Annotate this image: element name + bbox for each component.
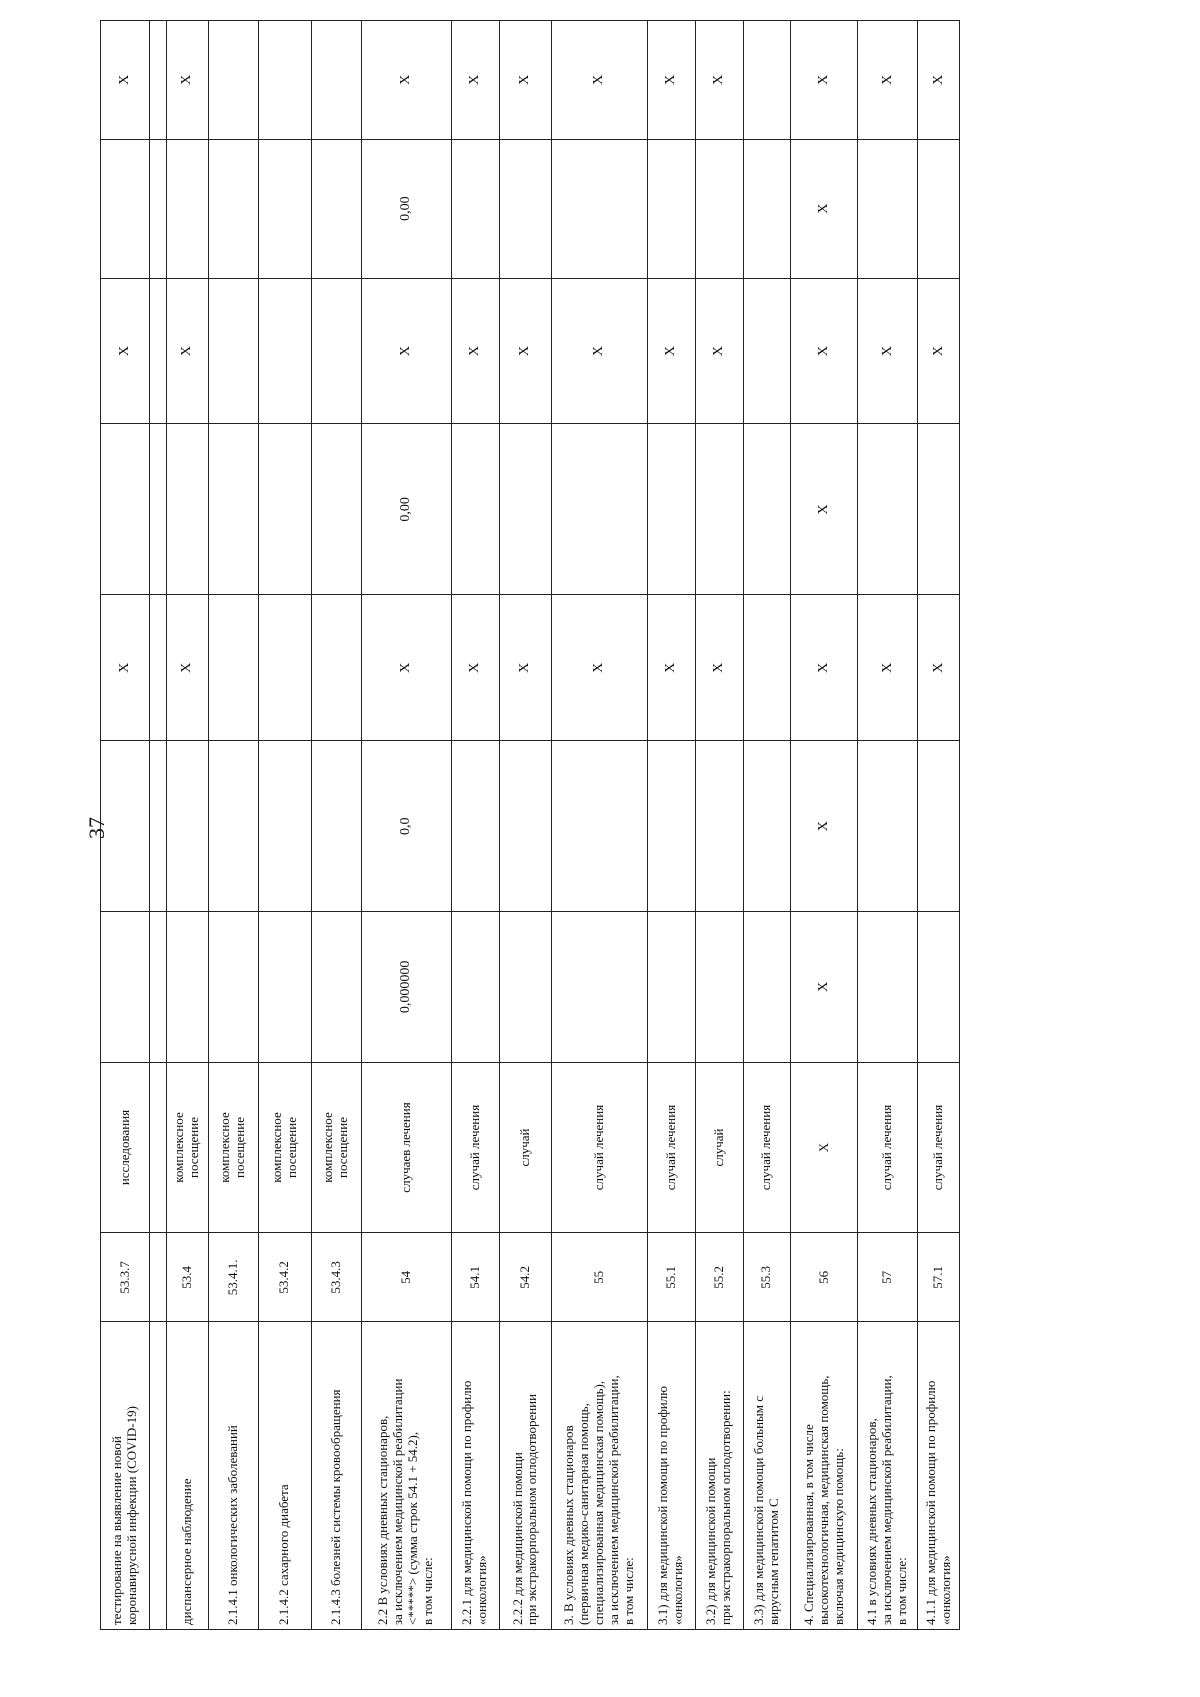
row-name-cell [258, 1322, 311, 1630]
value-cell-text: 0,00 [398, 497, 414, 522]
row-code-cell [791, 1233, 858, 1322]
value-cell [258, 278, 311, 424]
table-row [451, 21, 499, 1630]
value-cell [743, 139, 791, 278]
value-cell [451, 21, 499, 140]
row-name-cell-text: 3.3) для медицинской помощи больным с вирусным гепатитом С [751, 1395, 781, 1625]
row-name-cell-text: тестирование на выявление новой коронавирусной инфекции (COVID-19) [109, 1406, 140, 1625]
value-cell [258, 139, 311, 278]
value-cell-text: X [591, 345, 607, 357]
value-cell [451, 741, 499, 912]
table-body [101, 21, 960, 1630]
value-cell-text: X [591, 662, 607, 673]
value-cell [647, 741, 695, 912]
value-cell-text: X [117, 345, 132, 357]
value-cell-text: X [117, 74, 132, 85]
value-cell [647, 139, 695, 278]
row-name-cell-text: 4. Специализированная, в том числе высокотехнологичная, медицинская помощь, включая медицинскую помощь: [801, 1375, 846, 1625]
value-cell [101, 912, 150, 1062]
row-name-cell [695, 1322, 743, 1630]
value-cell [208, 21, 258, 140]
row-code-cell-text: 55.1 [662, 1266, 678, 1289]
value-cell-text: X [179, 345, 195, 357]
rotated-table-wrapper [100, 20, 960, 1630]
value-cell [150, 139, 167, 278]
value-cell [451, 278, 499, 424]
row-unit-cell-text: случай лечения [758, 1104, 774, 1191]
value-cell [858, 912, 918, 1062]
value-cell [743, 278, 791, 424]
value-cell-text: X [663, 74, 679, 85]
row-unit-cell [647, 1062, 695, 1233]
value-cell [647, 424, 695, 595]
value-cell-text: X [930, 74, 946, 85]
row-code-cell [451, 1233, 499, 1322]
table-row [743, 21, 791, 1630]
value-cell [858, 595, 918, 741]
value-cell [791, 912, 858, 1062]
value-cell [743, 424, 791, 595]
row-name-cell-text: 2.2.2 для медицинской помощи при экстракорпоральном оплодотворении [509, 1393, 540, 1625]
row-code-cell [166, 1233, 208, 1322]
value-cell-text: 0,0 [398, 817, 414, 835]
row-name-cell-text: 3. В условиях дневных стационаров (первичная медико-санитарная помощь, специализированная медицинская помощь), за исключением медицинской реабилитации, в том числе: [561, 1375, 636, 1625]
table-row [552, 21, 647, 1630]
value-cell [918, 21, 960, 140]
row-name-cell-text: 4.1.1 для медицинской помощи по профилю «онкология» [922, 1380, 953, 1625]
row-code-cell-text: 55.3 [758, 1266, 774, 1289]
row-unit-cell-text: исследования [116, 1109, 132, 1186]
value-cell [791, 278, 858, 424]
value-cell [361, 595, 451, 741]
value-cell [451, 912, 499, 1062]
value-cell [918, 139, 960, 278]
row-name-cell [791, 1322, 858, 1630]
row-code-cell-text: 53.4 [178, 1266, 194, 1289]
value-cell-text: X [517, 74, 533, 85]
row-name-cell-text: 3.1) для медицинской помощи по профилю «онкология» [655, 1386, 686, 1625]
row-code-cell-text: 55 [591, 1270, 607, 1284]
value-cell [858, 424, 918, 595]
value-cell [918, 741, 960, 912]
row-name-cell [451, 1322, 499, 1630]
value-cell [208, 139, 258, 278]
value-cell [918, 278, 960, 424]
table-row [150, 21, 167, 1630]
page-number: 37 [84, 817, 109, 839]
value-cell [311, 595, 361, 741]
value-cell [743, 741, 791, 912]
value-cell-text: X [816, 345, 832, 357]
value-cell [311, 912, 361, 1062]
value-cell [858, 21, 918, 140]
row-unit-cell [150, 1062, 167, 1233]
value-cell [743, 595, 791, 741]
value-cell [150, 21, 167, 140]
row-unit-cell [918, 1062, 960, 1233]
row-code-cell [918, 1233, 960, 1322]
value-cell [208, 424, 258, 595]
value-cell [361, 741, 451, 912]
row-code-cell-text: 54.1 [466, 1266, 482, 1289]
value-cell-text: X [816, 504, 832, 515]
value-cell-text: X [930, 345, 946, 357]
value-cell [150, 278, 167, 424]
table-row [361, 21, 451, 1630]
row-name-cell-text: 4.1 в условиях дневных стационаров, за исключением медицинской реабилитации, в том числе: [864, 1375, 910, 1625]
value-cell [451, 424, 499, 595]
table-row [258, 21, 311, 1630]
value-cell [361, 278, 451, 424]
value-cell [451, 139, 499, 278]
row-name-cell-text: 2.1.4.3 болезней системы кровообращения [327, 1389, 343, 1625]
row-unit-cell [695, 1062, 743, 1233]
financing-table [100, 20, 960, 1630]
value-cell [791, 595, 858, 741]
value-cell [311, 278, 361, 424]
row-code-cell-text: 57.1 [930, 1266, 946, 1289]
row-unit-cell [743, 1062, 791, 1233]
value-cell [101, 595, 150, 741]
value-cell [647, 278, 695, 424]
row-code-cell-text: 56 [815, 1270, 831, 1284]
value-cell-text: X [398, 662, 414, 673]
value-cell [695, 741, 743, 912]
value-cell-text: X [663, 345, 679, 357]
row-code-cell [647, 1233, 695, 1322]
row-code-cell-text: 54.2 [516, 1266, 532, 1289]
value-cell-text: X [663, 662, 679, 673]
value-cell [208, 595, 258, 741]
value-cell [499, 139, 552, 278]
row-name-cell [101, 1322, 150, 1630]
row-code-cell [150, 1233, 167, 1322]
row-name-cell-text: 2.2.1 для медицинской помощи по профилю «онкология» [459, 1380, 490, 1625]
value-cell-text: X [398, 345, 414, 357]
value-cell-text: X [117, 662, 132, 673]
value-cell-text: X [711, 662, 726, 673]
row-unit-cell-text: комплексное посещение [268, 1112, 299, 1183]
row-unit-cell-text: случай лечения [662, 1104, 678, 1191]
row-unit-cell-text: комплексное посещение [171, 1112, 202, 1183]
row-code-cell-text: 54 [397, 1270, 413, 1284]
value-cell-text: X [179, 662, 195, 673]
value-cell-text: X [879, 345, 895, 357]
value-cell [695, 595, 743, 741]
table-row [101, 21, 150, 1630]
row-code-cell [552, 1233, 647, 1322]
table-row [918, 21, 960, 1630]
value-cell-text: X [517, 662, 533, 673]
value-cell-text: X [711, 345, 726, 357]
row-code-cell [101, 1233, 150, 1322]
value-cell [166, 912, 208, 1062]
row-name-cell-text: 3.2) для медицинской помощи при экстракорпоральном оплодотворении: [703, 1390, 734, 1625]
value-cell [552, 278, 647, 424]
value-cell [791, 21, 858, 140]
row-unit-cell [552, 1062, 647, 1233]
value-cell-text: X [930, 662, 946, 673]
value-cell [208, 741, 258, 912]
row-unit-cell [311, 1062, 361, 1233]
table-row [208, 21, 258, 1630]
value-cell [361, 912, 451, 1062]
row-code-cell [743, 1233, 791, 1322]
value-cell [361, 21, 451, 140]
row-code-cell-text: 53.4.2 [276, 1261, 292, 1294]
value-cell [695, 139, 743, 278]
value-cell [101, 424, 150, 595]
value-cell [499, 595, 552, 741]
value-cell [311, 424, 361, 595]
row-name-cell [361, 1322, 451, 1630]
table-row [647, 21, 695, 1630]
value-cell [258, 912, 311, 1062]
row-unit-cell-text: случай лечения [466, 1104, 482, 1191]
value-cell [150, 595, 167, 741]
value-cell-text: X [711, 74, 726, 85]
row-unit-cell [499, 1062, 552, 1233]
table-row [499, 21, 552, 1630]
row-code-cell [361, 1233, 451, 1322]
value-cell-text: 0,00 [398, 196, 414, 221]
row-unit-cell [858, 1062, 918, 1233]
row-code-cell-text: 53.3.7 [116, 1261, 132, 1294]
row-name-cell [858, 1322, 918, 1630]
value-cell [918, 912, 960, 1062]
value-cell [918, 424, 960, 595]
value-cell [258, 595, 311, 741]
row-unit-cell [166, 1062, 208, 1233]
value-cell [552, 741, 647, 912]
value-cell [858, 278, 918, 424]
row-name-cell-text: диспансерное наблюдение [178, 1478, 194, 1625]
value-cell [101, 21, 150, 140]
value-cell [361, 424, 451, 595]
row-code-cell-text: 55.2 [710, 1266, 726, 1289]
row-name-cell [208, 1322, 258, 1630]
row-unit-cell [361, 1062, 451, 1233]
row-code-cell [695, 1233, 743, 1322]
value-cell-text: X [816, 821, 832, 832]
value-cell [258, 741, 311, 912]
value-cell-text: X [398, 74, 414, 85]
row-name-cell [552, 1322, 647, 1630]
row-code-cell-text: 53.4.1. [224, 1259, 240, 1296]
row-unit-cell-text: X [815, 1142, 831, 1153]
row-unit-cell-text: случаев лечения [397, 1102, 413, 1193]
value-cell [258, 21, 311, 140]
value-cell [499, 424, 552, 595]
value-cell [743, 21, 791, 140]
table-row [695, 21, 743, 1630]
value-cell [791, 424, 858, 595]
value-cell [647, 912, 695, 1062]
row-code-cell-text: 53.4.3 [327, 1261, 343, 1294]
value-cell-text: X [179, 74, 195, 85]
value-cell [695, 424, 743, 595]
value-cell [166, 139, 208, 278]
value-cell-text: X [816, 203, 832, 214]
row-unit-cell-text: случай [516, 1128, 532, 1167]
value-cell [552, 595, 647, 741]
value-cell [499, 278, 552, 424]
row-name-cell [311, 1322, 361, 1630]
row-unit-cell-text: случай [710, 1128, 726, 1167]
row-code-cell [499, 1233, 552, 1322]
value-cell [166, 278, 208, 424]
row-name-cell-text: 2.2 В условиях дневных стационаров, за исключением медицинской реабилитации <*****> (сумма строк 54.1 + 54.2), в том числе: [375, 1378, 436, 1625]
row-unit-cell-text: случай лечения [879, 1104, 895, 1191]
value-cell [208, 278, 258, 424]
row-name-cell [647, 1322, 695, 1630]
value-cell [499, 741, 552, 912]
value-cell [858, 139, 918, 278]
value-cell [258, 424, 311, 595]
table-row [791, 21, 858, 1630]
value-cell-text: X [816, 74, 832, 85]
row-code-cell [858, 1233, 918, 1322]
row-code-cell-text: 57 [879, 1270, 895, 1284]
row-name-cell [918, 1322, 960, 1630]
row-name-cell [166, 1322, 208, 1630]
value-cell [166, 741, 208, 912]
row-name-cell [499, 1322, 552, 1630]
row-unit-cell-text: комплексное посещение [217, 1112, 248, 1183]
value-cell [208, 912, 258, 1062]
value-cell-text: X [816, 662, 832, 673]
row-code-cell [208, 1233, 258, 1322]
value-cell [918, 595, 960, 741]
row-unit-cell [258, 1062, 311, 1233]
value-cell [695, 21, 743, 140]
value-cell [499, 912, 552, 1062]
value-cell-text: X [467, 345, 483, 357]
value-cell-text: X [879, 662, 895, 673]
value-cell [101, 278, 150, 424]
value-cell [166, 21, 208, 140]
value-cell [552, 21, 647, 140]
value-cell [311, 139, 361, 278]
table-row [166, 21, 208, 1630]
value-cell [743, 912, 791, 1062]
row-name-cell [150, 1322, 167, 1630]
value-cell [166, 424, 208, 595]
value-cell [166, 595, 208, 741]
value-cell [150, 912, 167, 1062]
value-cell [311, 741, 361, 912]
row-unit-cell [791, 1062, 858, 1233]
value-cell [552, 424, 647, 595]
value-cell [791, 741, 858, 912]
value-cell-text: X [467, 662, 483, 673]
value-cell [150, 741, 167, 912]
row-code-cell [311, 1233, 361, 1322]
table-row [311, 21, 361, 1630]
value-cell-text: 0,000000 [398, 960, 414, 1014]
value-cell [647, 21, 695, 140]
value-cell-text: X [816, 981, 832, 992]
row-unit-cell [451, 1062, 499, 1233]
value-cell [858, 741, 918, 912]
value-cell-text: X [517, 345, 533, 357]
value-cell [791, 139, 858, 278]
row-name-cell [743, 1322, 791, 1630]
row-unit-cell-text: случай лечения [930, 1104, 946, 1191]
value-cell [101, 741, 150, 912]
value-cell [552, 912, 647, 1062]
table-row [858, 21, 918, 1630]
row-unit-cell [208, 1062, 258, 1233]
row-code-cell [258, 1233, 311, 1322]
value-cell-text: X [467, 74, 483, 85]
value-cell [695, 912, 743, 1062]
row-name-cell-text: 2.1.4.1 онкологических заболеваний [224, 1425, 240, 1625]
value-cell [552, 139, 647, 278]
value-cell [101, 139, 150, 278]
value-cell [647, 595, 695, 741]
value-cell [695, 278, 743, 424]
row-unit-cell-text: случай лечения [591, 1104, 607, 1191]
value-cell [451, 595, 499, 741]
row-name-cell-text: 2.1.4.2 сахарного диабета [276, 1484, 292, 1625]
value-cell [499, 21, 552, 140]
value-cell [311, 21, 361, 140]
value-cell [361, 139, 451, 278]
value-cell [150, 424, 167, 595]
row-unit-cell-text: комплексное посещение [320, 1112, 351, 1183]
row-unit-cell [101, 1062, 150, 1233]
value-cell-text: X [879, 74, 895, 85]
value-cell-text: X [591, 74, 607, 85]
